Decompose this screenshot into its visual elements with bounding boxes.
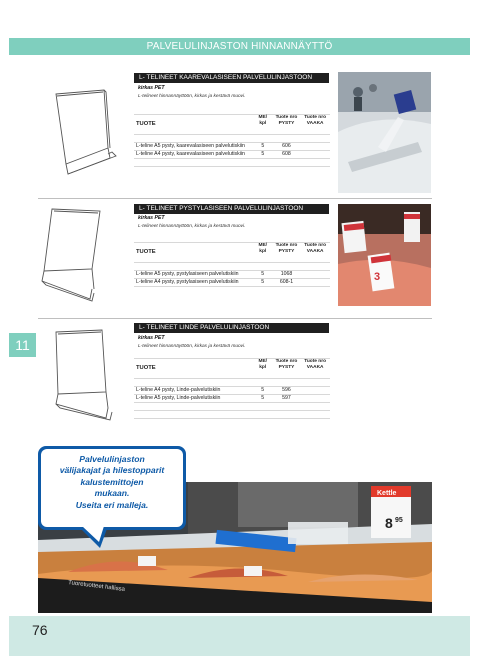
material-label: kirkas PET	[138, 215, 165, 221]
sign-cents-text: 95	[395, 517, 403, 524]
callout-line: mukaan.	[94, 488, 130, 499]
section-description: L-telineet hinnannäyttöön, kirkas ja kestävä muovi.	[138, 344, 246, 349]
product-table	[134, 358, 330, 427]
section-divider	[38, 318, 432, 319]
counter-label-text: Tuoretuotteet hallissa	[67, 580, 126, 593]
callout-line: kalustemittojen	[80, 476, 144, 487]
material-label: kirkas PET	[138, 335, 165, 341]
callout-pointer	[78, 526, 108, 550]
callout-line: Palvelulinjaston	[79, 454, 145, 464]
callout-line: välijakajat ja hilestopparit	[59, 465, 165, 476]
page-number: 76	[32, 622, 48, 638]
table-row: L-teline A5 pysty, kaarevalasiseen palvelutiskiin 5 606	[134, 143, 330, 151]
page-footer	[9, 616, 470, 656]
col-product: TUOTE	[134, 359, 253, 379]
info-callout	[38, 446, 186, 530]
material-label: kirkas PET	[138, 85, 165, 91]
product-table	[134, 242, 330, 295]
col-upright: Tuote nro PYSTY	[273, 115, 301, 135]
table-row: L-teline A4 pysty, pystylasiseen palvelutiskiin 5 608-1	[134, 279, 330, 287]
table-row: L-teline A5 pysty, Linde-palvelutiskiin 5 597	[134, 395, 330, 403]
product-table	[134, 114, 330, 175]
section-title: L- TELINEET PYSTYLASISEEN PALVELULINJASTOON	[134, 204, 329, 214]
col-product: TUOTE	[134, 243, 253, 263]
store-photo-upright-glass	[338, 204, 431, 306]
store-photo-curved-glass	[338, 72, 431, 193]
page-header-bar: PALVELULINJASTON HINNANNÄYTTÖ	[9, 38, 470, 55]
col-product: TUOTE	[134, 115, 253, 135]
section-title: L- TELINEET LINDE PALVELULINJASTOON	[134, 323, 329, 333]
table-row: L-teline A5 pysty, pystylasiseen palvelutiskiin 5 1068	[134, 271, 330, 279]
l-stand-illustration	[38, 205, 122, 305]
col-upright: Tuote nro PYSTY	[273, 359, 301, 379]
sign-price-text: 8	[385, 515, 393, 531]
col-unit: ME/ kpl	[253, 115, 273, 135]
col-upright: Tuote nro PYSTY	[273, 243, 301, 263]
col-horizontal: Tuote nro VAAKA	[300, 115, 330, 135]
col-horizontal: Tuote nro VAAKA	[300, 243, 330, 263]
l-stand-illustration	[46, 86, 122, 184]
section-title: L- TELINEET KAAREVALASISEEN PALVELULINJASTOON	[134, 73, 329, 83]
section-divider	[38, 198, 432, 199]
section-description: L-telineet hinnannäyttöön, kirkas ja kestävä muovi.	[138, 94, 246, 99]
col-horizontal: Tuote nro VAAKA	[300, 359, 330, 379]
sign-brand-text: Kettle	[377, 490, 397, 497]
table-row: L-teline A4 pysty, Linde-palvelutiskiin 5 596	[134, 387, 330, 395]
callout-line: Useita eri malleja.	[75, 499, 149, 510]
chapter-tab: 11	[9, 333, 36, 357]
col-unit: ME/ kpl	[253, 243, 273, 263]
table-row: L-teline A4 pysty, kaarevalasiseen palvelutiskiin 5 608	[134, 151, 330, 159]
col-unit: ME/ kpl	[253, 359, 273, 379]
section-description: L-telineet hinnannäyttöön, kirkas ja kestävä muovi.	[138, 224, 246, 229]
l-stand-illustration	[46, 326, 122, 424]
price-sign-text: 3	[374, 271, 381, 283]
